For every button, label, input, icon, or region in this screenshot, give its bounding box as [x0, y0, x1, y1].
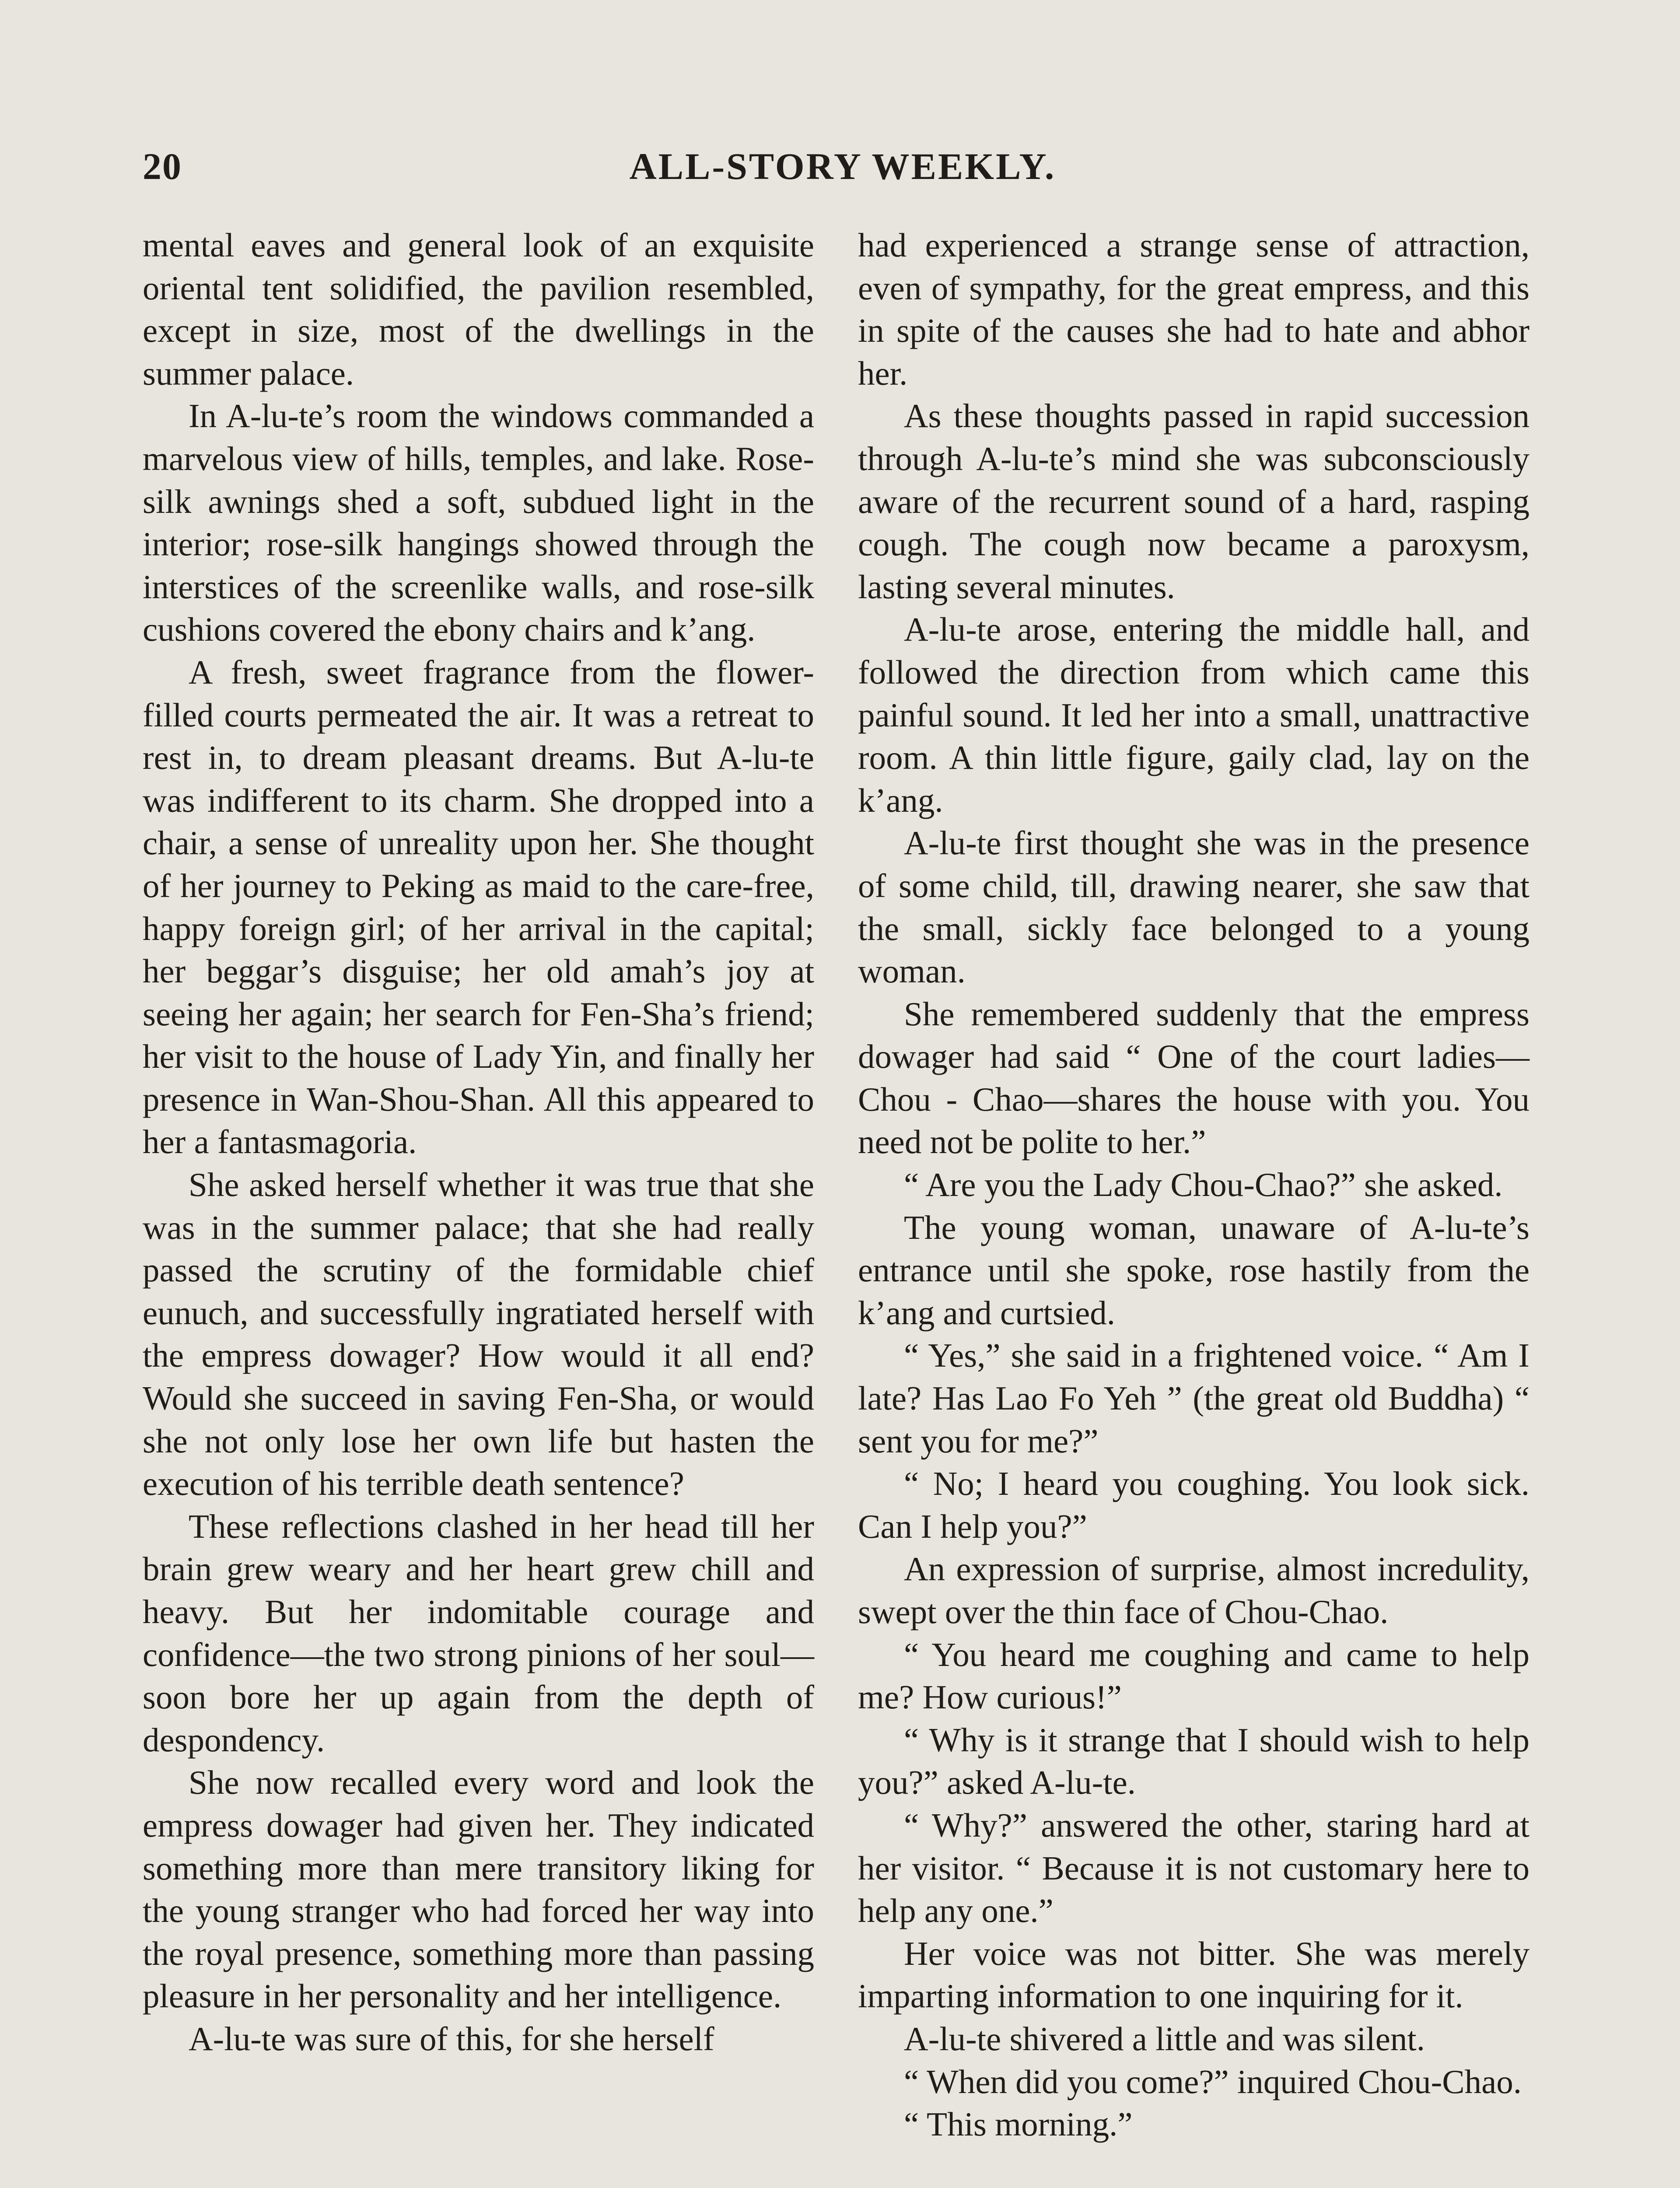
paragraph: She now recalled every word and look the empress dowager had given her. They indicated something more than mere transitory liking for the young stranger who had forced her way into the royal presence, something more than passing pleasure in her personality and her intelligence. [143, 1764, 814, 2015]
paragraph: had experienced a strange sense of attraction, even of sympathy, for the great empress, and this in spite of the causes she had to hate and abhor her. [858, 226, 1530, 392]
page-number: 20 [143, 145, 182, 187]
paragraph: A-lu-te shivered a little and was silent. [904, 2020, 1425, 2058]
paragraph: These reflections clashed in her head till her brain grew weary and her heart grew chill and heavy. But her indomitable courage and confidence—the two strong pinions of her soul—soon bore her up again from the depth of despondency. [143, 1507, 814, 1759]
paragraph: “ Why?” answered the other, staring hard at her visitor. “ Because it is not customary here to help any one.” [858, 1806, 1530, 1930]
paragraph: A-lu-te first thought she was in the presence of some child, till, drawing nearer, she saw that the small, sickly face belonged to a young woman. [858, 824, 1530, 990]
paragraph: “ When did you come?” inquired Chou-Chao. [904, 2062, 1522, 2100]
running-head: ALL-STORY WEEKLY. [629, 145, 1056, 187]
paragraph: She asked herself whether it was true that she was in the summer palace; that she had really passed the scrutiny of the formidable chief eunuch, and successfully ingratiated herself with the empress dowager? How would it all end? Would she succeed in saving Fen-Sha, or would she not only lose her own life but hasten the execution of his terrible death sentence? [143, 1166, 814, 1503]
paragraph: An expression of surprise, almost incredulity, swept over the thin face of Chou-Chao. [858, 1550, 1530, 1630]
paragraph: In A-lu-te’s room the windows commanded a marvelous view of hills, temples, and lake. Rose-silk awnings shed a soft, subdued light in the interior; rose-silk hangings showed through the interstices of the screenlike walls, and rose-silk cushions covered the ebony chairs and k’ang. [143, 397, 814, 649]
paragraph: A-lu-te was sure of this, for she herself [189, 2020, 714, 2058]
right-column [858, 224, 1530, 2146]
paragraph: She remembered suddenly that the empress dowager had said “ One of the court ladies—Chou - Chao—shares the house with you. You need not be polite to her.” [858, 995, 1530, 1161]
paragraph: A-lu-te arose, entering the middle hall, and followed the direction from which came this painful sound. It led her into a small, unattractive room. A thin little figure, gaily clad, lay on the k’ang. [858, 610, 1530, 819]
paragraph: mental eaves and general look of an exquisite oriental tent solidified, the pavilion resembled, except in size, most of the dwellings in the summer palace. [143, 226, 814, 392]
paragraph: “ This morning.” [904, 2105, 1133, 2143]
paragraph: As these thoughts passed in rapid succession through A-lu-te’s mind she was subconsciously aware of the recurrent sound of a hard, rasping cough. The cough now became a paroxysm, lasting several minutes. [858, 397, 1530, 606]
paragraph: “ You heard me coughing and came to help me? How curious!” [858, 1635, 1530, 1716]
paragraph: Her voice was not bitter. She was merely imparting information to one inquiring for it. [858, 1934, 1530, 2015]
page-header [143, 144, 1543, 201]
paragraph: A fresh, sweet fragrance from the flower-filled courts permeated the air. It was a retreat to rest in, to dream pleasant dreams. But A-lu-te was indifferent to its charm. She dropped into a chair, a sense of unreality upon her. She thought of her journey to Peking as maid to the care-free, happy foreign girl; of her arrival in the capital; her beggar’s disguise; her old amah’s joy at seeing her again; her search for Fen-Sha’s friend; her visit to the house of Lady Yin, and finally her presence in Wan-Shou-Shan. All this appeared to her a fantasmagoria. [143, 653, 814, 1161]
paragraph: “ Why is it strange that I should wish to help you?” asked A-lu-te. [858, 1721, 1530, 1802]
left-column [143, 224, 814, 2061]
paragraph: The young woman, unaware of A-lu-te’s entrance until she spoke, rose hastily from the k’ang and curtsied. [858, 1208, 1530, 1332]
paragraph: “ Are you the Lady Chou-Chao?” she asked. [904, 1166, 1503, 1204]
paragraph: “ No; I heard you coughing. You look sick. Can I help you?” [858, 1465, 1530, 1545]
paragraph: “ Yes,” she said in a frightened voice. “ Am I late? Has Lao Fo Yeh ” (the great old Buddha) “ sent you for me?” [858, 1336, 1530, 1460]
